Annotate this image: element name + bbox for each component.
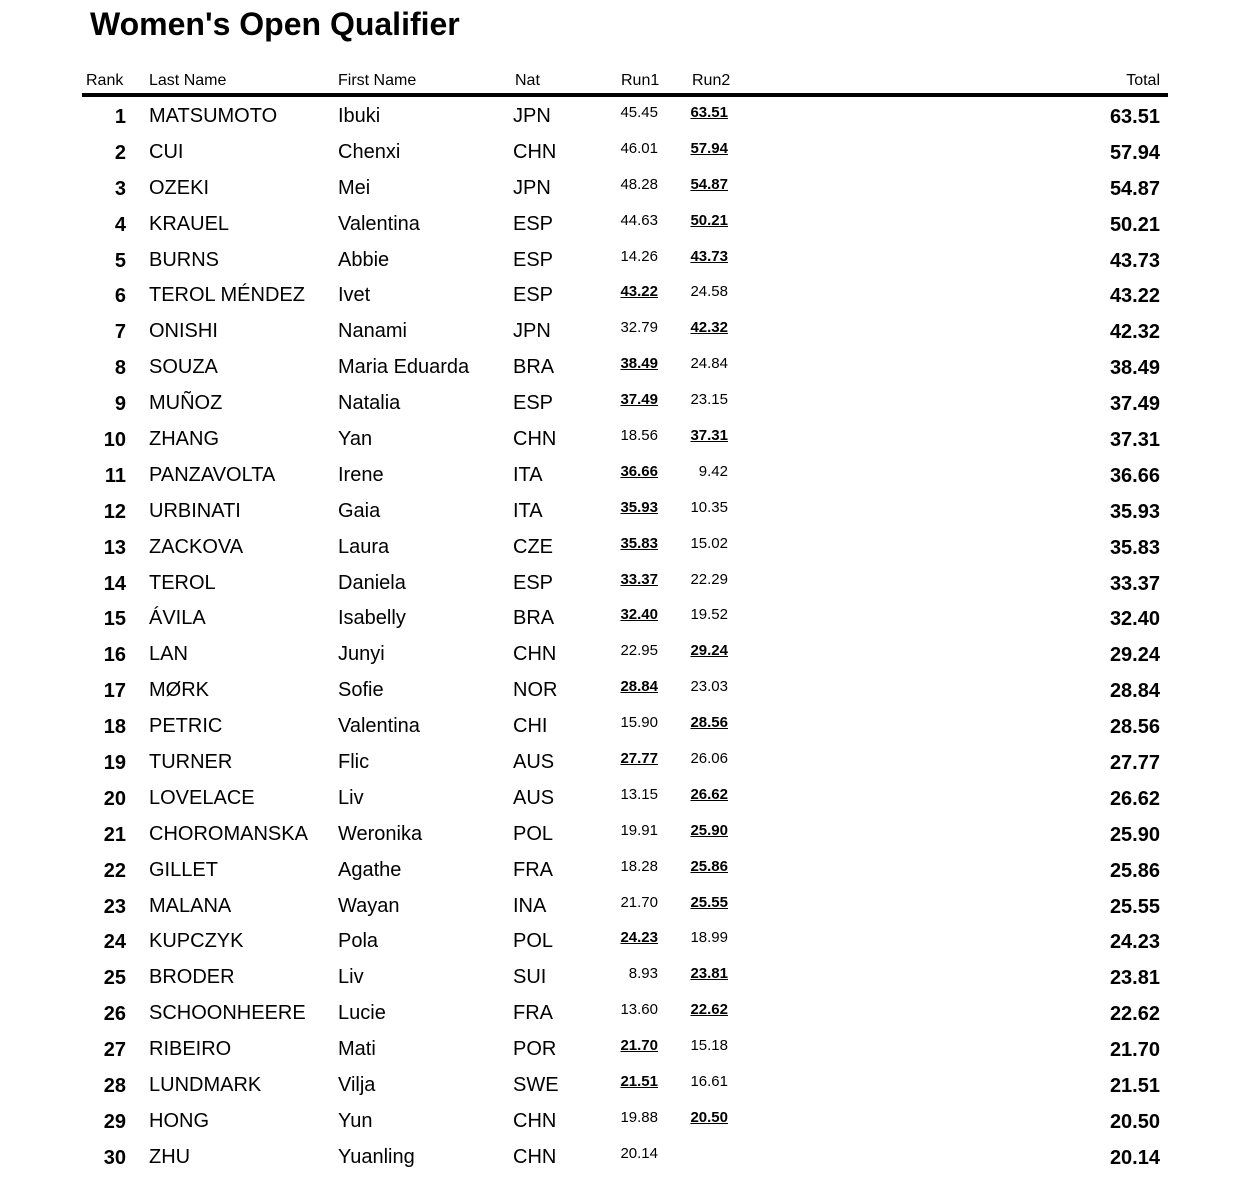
table-row [0, 816, 1240, 852]
last-name-cell: LUNDMARK [149, 1074, 262, 1097]
first-name-cell: Chenxi [338, 140, 401, 163]
last-name-cell: ONISHI [149, 320, 218, 343]
nat-cell: ITA [513, 463, 543, 486]
page-title: Women's Open Qualifier [90, 6, 460, 42]
rank-cell: 17 [103, 680, 126, 703]
run1-cell: 21.70 [620, 1037, 658, 1055]
rank-cell: 3 [114, 177, 126, 200]
run2-cell: 43.73 [690, 247, 728, 265]
nat-cell: POL [513, 822, 554, 845]
table-row [0, 995, 1240, 1031]
run2-cell: 26.62 [690, 785, 728, 803]
run2-cell: 15.18 [690, 1037, 728, 1055]
run1-cell: 28.84 [620, 678, 658, 696]
nat-cell: AUS [513, 786, 555, 809]
run1-cell: 13.15 [620, 785, 658, 803]
last-name-cell: ZACKOVA [149, 535, 244, 558]
last-name-cell: ZHANG [149, 428, 219, 451]
first-name-cell: Ibuki [338, 105, 381, 127]
run1-cell: 44.63 [620, 211, 658, 229]
run2-cell: 22.62 [690, 1001, 728, 1019]
rank-cell: 16 [103, 644, 126, 667]
run1-cell: 24.23 [620, 929, 658, 947]
nat-cell: ESP [513, 571, 554, 594]
table-row [0, 780, 1240, 816]
total-cell: 20.14 [1109, 1146, 1160, 1169]
run1-cell: 20.14 [620, 1144, 658, 1162]
rank-cell: 23 [103, 895, 126, 918]
run2-cell: 25.55 [690, 893, 728, 911]
total-cell: 32.40 [1109, 608, 1160, 631]
nat-cell: ESP [513, 284, 554, 307]
rank-cell: 10 [103, 429, 126, 452]
first-name-cell: Mati [338, 1038, 376, 1061]
run1-cell: 45.45 [620, 104, 658, 121]
last-name-cell: PETRIC [149, 715, 223, 738]
run1-cell: 35.83 [620, 534, 658, 552]
table-row [0, 242, 1240, 278]
run1-cell: 21.51 [620, 1073, 658, 1091]
rank-cell: 9 [114, 393, 126, 416]
first-name-cell: Abbie [338, 248, 390, 271]
last-name-cell: CUI [149, 140, 184, 163]
table-row [0, 349, 1240, 385]
run1-cell: 19.91 [620, 821, 658, 839]
rank-cell: 7 [114, 321, 126, 344]
run2-cell: 37.31 [690, 427, 728, 445]
table-row [0, 1067, 1240, 1103]
total-cell: 20.50 [1109, 1110, 1160, 1133]
run2-cell: 18.99 [690, 929, 728, 947]
run2-cell: 50.21 [690, 211, 728, 229]
header-nat: Nat [515, 72, 540, 89]
run2-cell: 19.52 [690, 606, 728, 624]
last-name-cell: GILLET [149, 858, 218, 881]
nat-cell: ESP [513, 212, 554, 235]
total-cell: 63.51 [1109, 106, 1160, 128]
run1-cell: 36.66 [620, 462, 658, 480]
nat-cell: INA [513, 894, 547, 917]
rank-cell: 2 [114, 141, 126, 164]
total-cell: 35.83 [1109, 536, 1160, 559]
nat-cell: SWE [513, 1074, 559, 1097]
table-row [0, 277, 1240, 313]
nat-cell: CHN [513, 643, 557, 666]
table-row [0, 1031, 1240, 1067]
total-cell: 37.31 [1109, 429, 1160, 452]
nat-cell: ITA [513, 499, 543, 522]
rank-cell: 27 [103, 1039, 126, 1062]
header-rank: Rank [86, 72, 124, 89]
rank-cell: 5 [114, 249, 126, 272]
last-name-cell: TEROL [149, 571, 216, 594]
rank-cell: 22 [103, 859, 126, 882]
last-name-cell: TEROL MÉNDEZ [149, 284, 305, 307]
last-name-cell: LOVELACE [149, 786, 255, 809]
header-first-name: First Name [338, 72, 417, 89]
total-cell: 43.22 [1109, 285, 1160, 308]
run2-cell: 15.02 [690, 534, 728, 552]
run2-cell: 25.90 [690, 821, 728, 839]
nat-cell: NOR [513, 679, 558, 702]
total-cell: 23.81 [1109, 967, 1160, 990]
run2-cell: 23.15 [690, 391, 728, 409]
first-name-cell: Liv [338, 786, 364, 809]
run2-cell: 29.24 [690, 642, 728, 660]
total-cell: 25.86 [1109, 859, 1160, 882]
last-name-cell: URBINATI [149, 499, 241, 522]
run2-cell: 9.42 [698, 462, 728, 480]
nat-cell: CHN [513, 1109, 557, 1132]
first-name-cell: Maria Eduarda [338, 356, 470, 379]
first-name-cell: Lucie [338, 1002, 386, 1025]
first-name-cell: Natalia [338, 392, 401, 415]
nat-cell: CZE [513, 535, 553, 558]
run2-cell: 16.61 [690, 1073, 728, 1091]
table-row [0, 457, 1240, 493]
nat-cell: AUS [513, 751, 555, 774]
run1-cell: 33.37 [620, 570, 658, 588]
first-name-cell: Nanami [338, 320, 407, 343]
total-cell: 43.73 [1109, 249, 1160, 272]
run1-cell: 13.60 [620, 1001, 658, 1019]
run2-cell: 23.81 [690, 965, 728, 983]
total-cell: 42.32 [1109, 321, 1160, 344]
first-name-cell: Sofie [338, 679, 384, 702]
table-row [0, 313, 1240, 349]
rank-cell: 14 [103, 572, 126, 595]
run2-cell: 23.03 [690, 678, 728, 696]
total-cell: 24.23 [1109, 931, 1160, 954]
nat-cell: POR [513, 1038, 557, 1061]
last-name-cell: MALANA [149, 894, 232, 917]
header-run1: Run1 [621, 72, 660, 89]
total-cell: 22.62 [1109, 1003, 1160, 1026]
first-name-cell: Yun [338, 1109, 373, 1132]
first-name-cell: Vilja [338, 1074, 376, 1097]
total-cell: 38.49 [1109, 357, 1160, 380]
run2-cell: 22.29 [690, 570, 728, 588]
first-name-cell: Gaia [338, 499, 381, 522]
last-name-cell: HONG [149, 1109, 209, 1132]
total-cell: 57.94 [1109, 141, 1160, 164]
run1-cell: 8.93 [628, 965, 658, 983]
last-name-cell: MATSUMOTO [149, 105, 278, 127]
nat-cell: BRA [513, 607, 555, 630]
run2-cell: 25.86 [690, 857, 728, 875]
table-row [0, 385, 1240, 421]
rank-cell: 28 [103, 1075, 126, 1098]
last-name-cell: SOUZA [149, 356, 218, 379]
first-name-cell: Yuanling [338, 1145, 415, 1168]
run1-cell: 15.90 [620, 714, 658, 732]
results-table [0, 98, 1240, 1175]
nat-cell: FRA [513, 858, 553, 881]
total-cell: 25.55 [1109, 895, 1160, 918]
rank-cell: 30 [103, 1146, 126, 1169]
run1-cell: 14.26 [620, 247, 658, 265]
first-name-cell: Junyi [338, 643, 385, 666]
run1-cell: 27.77 [620, 750, 658, 768]
run1-cell: 35.93 [620, 498, 658, 516]
total-cell: 29.24 [1109, 644, 1160, 667]
rank-cell: 18 [103, 716, 126, 739]
run1-cell: 46.01 [620, 139, 658, 157]
run1-cell: 43.22 [620, 283, 658, 301]
nat-cell: ESP [513, 248, 554, 271]
nat-cell: CHN [513, 1145, 557, 1168]
last-name-cell: KUPCZYK [149, 930, 244, 953]
last-name-cell: TURNER [149, 751, 233, 774]
table-row [0, 852, 1240, 888]
last-name-cell: OZEKI [149, 176, 210, 199]
table-row [0, 959, 1240, 995]
run2-cell: 63.51 [690, 104, 728, 121]
nat-cell: BRA [513, 356, 555, 379]
run2-cell: 42.32 [690, 319, 728, 337]
rank-cell: 1 [114, 106, 126, 128]
last-name-cell: MUÑOZ [149, 392, 223, 415]
run1-cell: 18.56 [620, 427, 658, 445]
first-name-cell: Flic [338, 751, 370, 774]
table-row [0, 672, 1240, 708]
rank-cell: 8 [114, 357, 126, 380]
run1-cell: 38.49 [620, 355, 658, 373]
first-name-cell: Isabelly [338, 607, 406, 630]
nat-cell: CHN [513, 428, 557, 451]
table-row [0, 923, 1240, 959]
nat-cell: SUI [513, 966, 547, 989]
total-cell: 50.21 [1109, 213, 1160, 236]
first-name-cell: Yan [338, 428, 373, 451]
total-cell: 21.70 [1109, 1039, 1160, 1062]
run2-cell: 24.58 [690, 283, 728, 301]
rank-cell: 29 [103, 1110, 126, 1133]
total-cell: 36.66 [1109, 464, 1160, 487]
last-name-cell: LAN [149, 643, 188, 666]
run2-cell: 57.94 [690, 139, 728, 157]
run1-cell: 18.28 [620, 857, 658, 875]
nat-cell: CHI [513, 715, 548, 738]
rank-cell: 12 [103, 500, 126, 523]
rank-cell: 11 [104, 464, 126, 487]
header-last-name: Last Name [149, 72, 227, 89]
last-name-cell: PANZAVOLTA [149, 463, 276, 486]
total-cell: 28.84 [1109, 680, 1160, 703]
rank-cell: 4 [114, 213, 126, 236]
rank-cell: 20 [103, 787, 126, 810]
header-run2: Run2 [692, 72, 731, 89]
last-name-cell: KRAUEL [149, 212, 230, 235]
first-name-cell: Pola [338, 930, 379, 953]
header-divider [82, 93, 1168, 97]
run2-cell: 28.56 [690, 714, 728, 732]
table-row [0, 98, 1240, 134]
run1-cell: 22.95 [620, 642, 658, 660]
run1-cell: 21.70 [620, 893, 658, 911]
table-row [0, 600, 1240, 636]
last-name-cell: ZHU [149, 1145, 191, 1168]
table-row [0, 888, 1240, 924]
first-name-cell: Liv [338, 966, 364, 989]
nat-cell: JPN [513, 176, 551, 199]
table-row [0, 170, 1240, 206]
last-name-cell: SCHOONHEERE [149, 1002, 306, 1025]
run1-cell: 32.79 [620, 319, 658, 337]
run1-cell: 37.49 [620, 391, 658, 409]
nat-cell: FRA [513, 1002, 553, 1025]
run2-cell: 54.87 [690, 175, 728, 193]
table-row [0, 206, 1240, 242]
nat-cell: JPN [513, 105, 551, 127]
run1-cell: 32.40 [620, 606, 658, 624]
first-name-cell: Irene [338, 463, 384, 486]
total-cell: 33.37 [1109, 572, 1160, 595]
rank-cell: 24 [103, 931, 126, 954]
first-name-cell: Valentina [338, 715, 420, 738]
total-cell: 21.51 [1109, 1075, 1160, 1098]
total-cell: 27.77 [1109, 752, 1160, 775]
rank-cell: 21 [103, 823, 126, 846]
total-cell: 35.93 [1109, 500, 1160, 523]
table-row [0, 1139, 1240, 1175]
total-cell: 28.56 [1109, 716, 1160, 739]
table-row [0, 529, 1240, 565]
table-row [0, 421, 1240, 457]
last-name-cell: RIBEIRO [149, 1038, 232, 1061]
nat-cell: ESP [513, 392, 554, 415]
last-name-cell: CHOROMANSKA [149, 822, 308, 845]
last-name-cell: ÁVILA [149, 607, 206, 630]
header-total: Total [1126, 72, 1160, 89]
first-name-cell: Ivet [338, 284, 371, 307]
first-name-cell: Laura [338, 535, 390, 558]
run1-cell: 48.28 [620, 175, 658, 193]
rank-cell: 15 [103, 608, 126, 631]
first-name-cell: Valentina [338, 212, 420, 235]
first-name-cell: Weronika [338, 822, 423, 845]
rank-cell: 13 [103, 536, 126, 559]
run2-cell: 26.06 [690, 750, 728, 768]
first-name-cell: Mei [338, 176, 371, 199]
rank-cell: 26 [103, 1003, 126, 1026]
nat-cell: JPN [513, 320, 551, 343]
rank-cell: 6 [114, 285, 126, 308]
table-row [0, 744, 1240, 780]
first-name-cell: Daniela [338, 571, 406, 594]
total-cell: 37.49 [1109, 393, 1160, 416]
total-cell: 25.90 [1109, 823, 1160, 846]
run2-cell: 20.50 [690, 1108, 728, 1126]
last-name-cell: MØRK [149, 679, 209, 702]
first-name-cell: Agathe [338, 858, 402, 881]
rank-cell: 19 [103, 752, 126, 775]
total-cell: 26.62 [1109, 787, 1160, 810]
nat-cell: CHN [513, 140, 557, 163]
first-name-cell: Wayan [338, 894, 400, 917]
table-row [0, 493, 1240, 529]
total-cell: 54.87 [1109, 177, 1160, 200]
run2-cell: 24.84 [690, 355, 728, 373]
table-row [0, 708, 1240, 744]
rank-cell: 25 [103, 967, 126, 990]
nat-cell: POL [513, 930, 554, 953]
table-row [0, 1103, 1240, 1139]
table-row [0, 134, 1240, 170]
table-row [0, 636, 1240, 672]
last-name-cell: BRODER [149, 966, 235, 989]
table-row [0, 565, 1240, 601]
table-header [0, 70, 1240, 92]
last-name-cell: BURNS [149, 248, 220, 271]
run2-cell: 10.35 [690, 498, 728, 516]
run1-cell: 19.88 [620, 1108, 658, 1126]
